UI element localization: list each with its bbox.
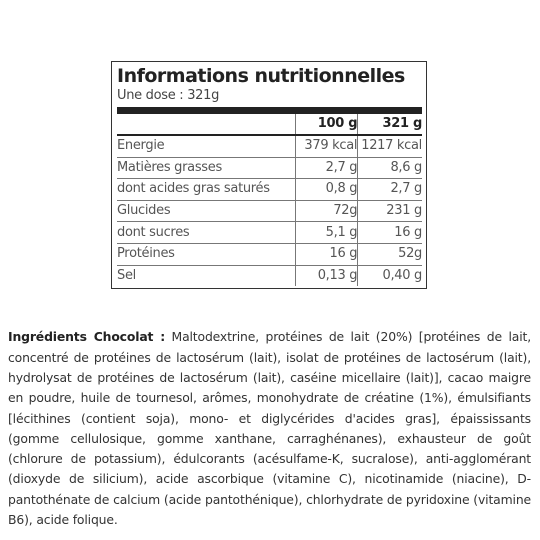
- ingredients-label: Ingrédients Chocolat :: [8, 329, 166, 345]
- value-per-100g: 72g: [296, 200, 358, 222]
- nutrient-label: Glucides: [117, 200, 296, 222]
- nutrition-facts-table: [111, 61, 427, 289]
- serving-size: Une dose : 321g: [117, 87, 422, 114]
- nutrient-label: dont sucres: [117, 222, 296, 244]
- value-per-100g: 16 g: [296, 243, 358, 265]
- value-per-dose: 2,7 g: [358, 179, 422, 201]
- nutrition-row-sucres: [117, 222, 422, 244]
- nutrient-label: Matières grasses: [117, 157, 296, 179]
- nutrient-label: dont acides gras saturés: [117, 179, 296, 201]
- nutrition-row-sel: [117, 265, 422, 286]
- ingredients-paragraph: [8, 327, 531, 530]
- value-per-dose: 0,40 g: [382, 267, 422, 283]
- header-100g: 100 g: [296, 114, 358, 135]
- value-per-100g: 0,8 g: [296, 179, 358, 201]
- value-per-100g: 0,13 g: [296, 265, 358, 286]
- nutrition-title: Informations nutritionnelles: [117, 65, 405, 87]
- ingredients-text: Maltodextrine, protéines de lait (20%) [protéines de lait, concentré de protéines de lactosérum (lait), isolat de protéines de lactosérum (lait), hydrolysat de protéines de lactosérum (lait), caséine micellaire (lait)], cacao maigre en poudre, huile de tournesol, arômes, monohydrate de créatine (1%), émulsifiants [lécithines (contient soja), mono- et diglycérides d'acides gras], épaississants (gomme cellulosique, gomme xanthane, carraghénanes), exhausteur de goût (chlorure de potassium), édulcorants (acésulfame-K, sucralose), anti-agglomérant (dioxyde de silicium), acide ascorbique (vitamine C), nicotinamide (niacine), D-pantothénate de calcium (acide pantothénique), chlorhydrate de pyridoxine (vitamine B6), acide folique.: [8, 329, 531, 528]
- nutrient-label: Energie: [117, 135, 296, 157]
- nutrition-row-energie: [117, 135, 422, 157]
- nutrition-header-row: [117, 114, 422, 135]
- header-label-cell: [117, 114, 296, 135]
- nutrition-grid: [117, 114, 422, 286]
- nutrition-row-glucides: [117, 200, 422, 222]
- nutrition-row-matieres-grasses: [117, 157, 422, 179]
- value-per-100g: 5,1 g: [296, 222, 358, 244]
- nutrition-row-proteines: [117, 243, 422, 265]
- nutrient-label: Sel: [117, 265, 296, 286]
- header-321g: 321 g: [358, 114, 422, 135]
- value-per-dose: 8,6 g: [358, 157, 422, 179]
- value-per-100g: 379 kcal: [296, 135, 358, 157]
- value-per-dose: 1217 kcal: [358, 135, 422, 157]
- value-per-dose: 52g: [358, 243, 422, 265]
- value-per-100g: 2,7 g: [296, 157, 358, 179]
- nutrition-row-acides-gras-satures: [117, 179, 422, 201]
- nutrient-label: Protéines: [117, 243, 296, 265]
- value-per-dose: 231 g: [358, 200, 422, 222]
- value-per-dose: 16 g: [358, 222, 422, 244]
